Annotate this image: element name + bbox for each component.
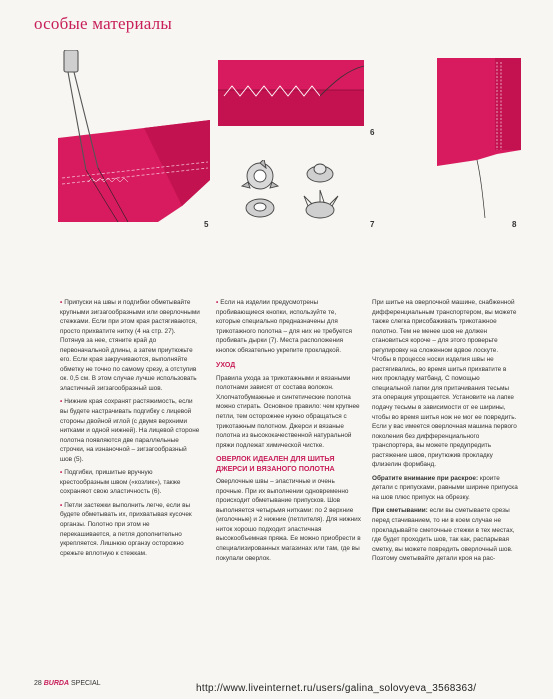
text-column-1 — [60, 298, 200, 562]
figure-5-twin-needle — [58, 50, 218, 222]
heading-care: УХОД — [216, 362, 236, 370]
paragraph-overlock: Оверлочные швы – эластичные и очень прочные. При их выполнении одновременно происходит обметывание припусков. Шов выполняется четырьмя нитками: по 2 верхние (иголочные) и 2 нижние (петлителя). Для нижних ниток хорошо подходит эластичная высокообъемная пряжа. Ее можно приобрести в специализированных магазинах или там, где вы покупали оверлок. — [216, 478, 361, 562]
bullet-icon: • — [60, 299, 63, 306]
watermark-url: http://www.liveinternet.ru/users/galina_solovyeva_3568363/ — [196, 683, 477, 694]
section-title: особые материалы — [34, 14, 172, 33]
paragraph-snaps: • Если на изделии предусмотрены пробивающиеся кнопки, используйте те, которые специально предназначены для трикотажного полотна – для них не требуется пробивать дырки (7). Места расположения кнопок обязательно укрепите прокладкой. — [216, 299, 352, 354]
paragraph-basting: При сметывании: если вы сметываете срезы перед стачиванием, то ни в коем случае не прокладывайте сметочные стежки в тех местах, где будет проходить шов, так как, распарывая сметку, вы можете повредить оверлочный шов. Поэтому сметывайте детали кроя на рас- — [372, 507, 515, 563]
magazine-brand: BURDA — [43, 680, 70, 687]
bullet-icon: • — [60, 398, 63, 406]
page-footer — [34, 680, 101, 687]
bullet-icon: • — [216, 299, 219, 306]
figure-6-number: 6 — [370, 128, 375, 137]
paragraph-hand-hems: • Подгибки, пришитые вручную крестообразным швом («козлик»), также сохраняют свою эластичность (6). — [60, 469, 181, 496]
bullet-icon: • — [60, 501, 63, 509]
figure-7-number: 7 — [370, 220, 375, 229]
figure-6-herringbone-stitch — [218, 60, 364, 126]
heading-overlock: ОВЕРЛОК ИДЕАЛЕН ДЛЯ ШИТЬЯ ДЖЕРСИ И ВЯЗАНОГО ПОЛОТНА — [216, 454, 335, 474]
text-column-2 — [216, 298, 361, 567]
figure-8-overlock-tape — [437, 58, 521, 218]
paragraph-care: Правила ухода за трикотажными и вязаными полотнами зависят от состава волокон. Хлопчатобумажные и синтетические полотна можно стирать. Основное правило: чем крупнее петли, тем осторожнее нужно обращаться с трикотажным полотном. Джерси и вязаные полотна из высококачественной натуральной пряжи подлежат химической чистке. — [216, 374, 360, 449]
paragraph-hems: • Нижние края сохранят растяжимость, если вы будете настрачивать подгибку с лицевой стороны двойной иглой (с двумя верхними нитками и одной нижней). На лицевой стороне полотна появляются две параллельные строчки, на изнаночной – зигзагообразный шов (5). — [60, 398, 200, 463]
page-number: 28 — [34, 680, 42, 687]
figure-5-number: 5 — [204, 220, 209, 229]
paragraph-seam-allowances: • Припуски на швы и подгибки обметывайте крупными зигзагообразными или оверлочными стежками. Если при этом края растягиваются, просто прихватите нитку (4 на стр. 27). Потянув за нее, стяните край до первоначальной длины, а затем приутюжьте его. Если края закручиваются, выполняйте обметку не точно по самому срезу, а отступив ок. 0,5 см. В этом случае лучше использовать эластичный зигзагообразный шов. — [60, 299, 200, 392]
paragraph-buttonholes: • Петли застежки выполнить легче, если вы будете обметывать их, прихватывая кусочек органзы. Полотно при этом не перекашивается, а петля дополнительно укрепляется. Лишнюю органзу осторожно срежьте вплотную к стежкам. — [60, 501, 192, 557]
text-column-3 — [372, 298, 518, 568]
paragraph-cutting: Обратите внимание при раскрое: кроите детали с припусками, равными ширине припуска на шов плюс припуск на обрезку. — [372, 474, 518, 501]
figure-8-number: 8 — [512, 220, 517, 229]
magazine-edition: SPECIAL — [70, 680, 101, 687]
bullet-icon: • — [60, 469, 63, 477]
paragraph-differential: При шитье на оверлочной машине, снабженной дифференциальным транспортером, вы можете также слегка присобаживать трикотажное полотно. Тем не менее шов не должен становиться короче – для этого проверьте регулировку на сложенном вдвое лоскуте. Чтобы в процессе носки изделия швы не растягивались, во время шитья прихватите в них прокладку матбанд. С помощью специальной лапки для притачивания тесьмы эта операция упрощается. Установите на лапке подачу тесьмы в зависимости от ее ширины, чтобы во время шитья нож не мог ее повредить. Если у вас имеется оверлочная машина первого поколения без дифференциального транспортера, вы можете предупредить растяжение швов, приутюжив прокладку флизелин формбанд. — [372, 299, 517, 469]
figure-7-snap-fasteners — [240, 160, 366, 226]
